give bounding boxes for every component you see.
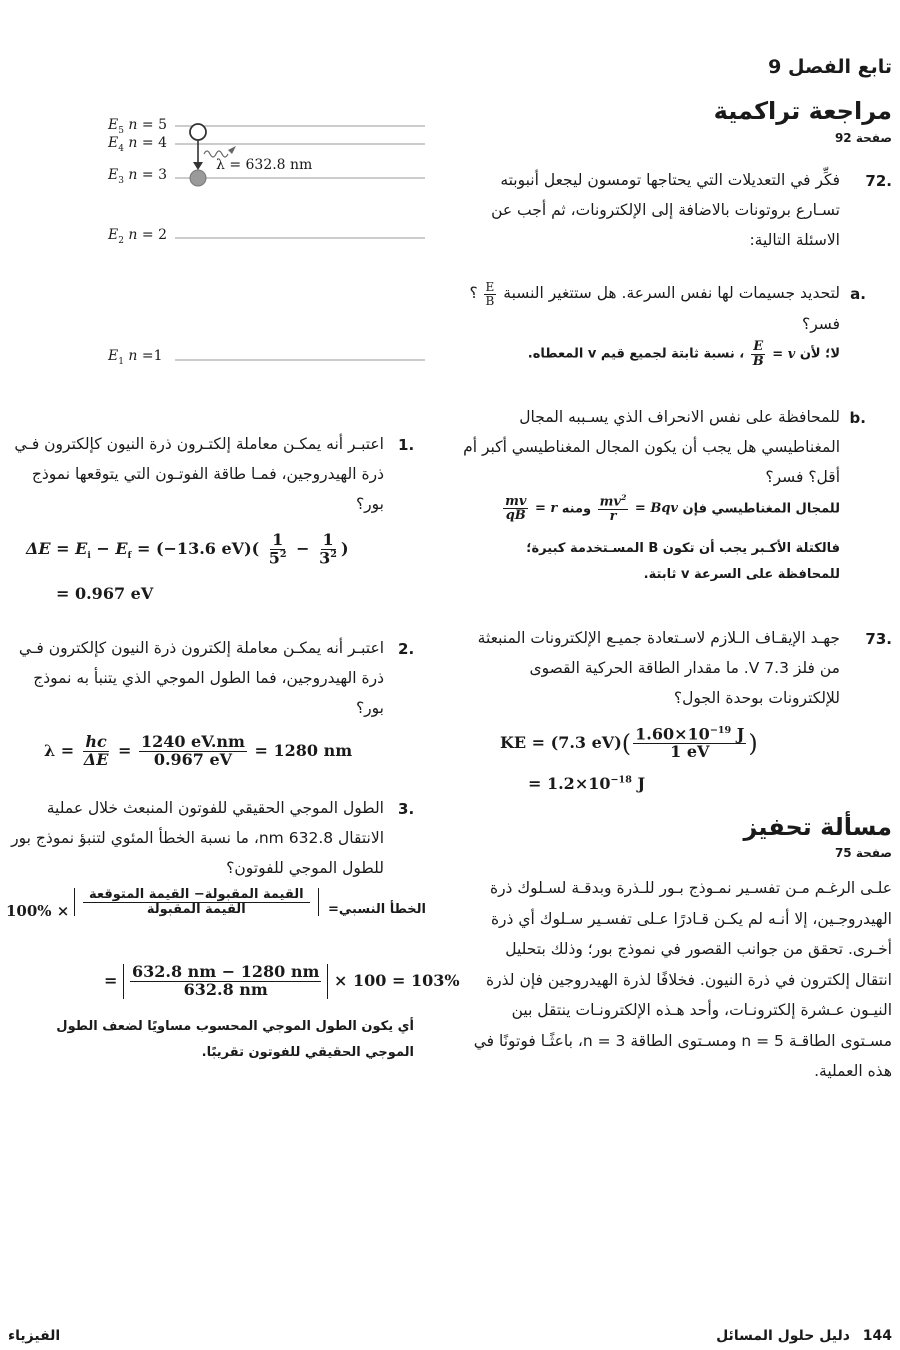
q3-eq2-result: × 100 = 103% [334,970,460,990]
q3-text: الطول الموجي الحقيقي للفوتون المنبعث خلال عملية الانتقال 632.8 nm، ما نسبة الخطأ المئوي لتنبؤ نموذج بور للطول الموجي للفوتون؟ [11,799,384,877]
electron-final [190,170,206,186]
q1-frac2-num: 1 [322,530,334,549]
q3-equation-2: = $\frac{632.8 nm - 1280 nm}{632.8 nm}$ × 100 = 103% [104,962,460,999]
q72-number: .72 [865,172,892,190]
q72-text: فكِّر في التعديلات التي يحتاجها تومسون ليجعل أنبوبته تسـارع بروتونات بالاضافة إلى الإلكترونات، ثم أجب عن الاسئلة التالية: [491,171,840,249]
q3-abs-fraction [74,888,319,916]
q72a-text-after: ؟ فسر؟ [469,284,840,333]
q1-frac1-den: 5 [268,548,280,568]
q2-result: = 1280 nm [254,740,353,760]
q72b-text: للمحافظة على نفس الانحراف الذي يسـببه المجال المغناطيسي هل يجب أن يكون المجال المغناطيسي أكبر أم أقل؟ فسر؟ [463,408,840,486]
q72b-answer-line1 [460,494,840,524]
q2-frac1-num: hc [85,732,107,751]
q73-eq1-exp: −19 [709,725,732,736]
q3-error-label: الخطأ النسبي= [327,902,426,917]
q72a-label: .a [850,285,866,303]
q3-times-100: 100% × [6,902,70,920]
q3-conclusion: أي يكون الطول الموجي المحسوب مساويًا لضعف الطول الموجي الحقيقي للفوتون تقريبًا. [56,1019,414,1060]
q72a-text [460,278,840,339]
q3-eq2-num: 632.8 nm − 1280 nm [131,962,320,981]
q73-eq2-exp: −18 [610,774,632,786]
bqv-equation: Bqv = $\frac{mv^2}{r}$ [599,493,678,524]
footer-right [716,1328,892,1344]
q73-text: جهـد الإيقـاف الـلازم لاسـتعادة جميـع الإلكترونات المنبعثة من فلز 7.3 V. ما مقدار الطاقة الحركية القصوى للإلكترونات بوحدة الجول؟ [477,629,840,707]
q2-lambda: λ = [44,740,75,760]
q2-frac2-den: 0.967 eV [153,749,233,769]
v-equals-e-over-b: v = $\frac{E}{B}$ [752,339,796,369]
q72b-answer-line2: فالكتلة الأكـبر يجب أن تكون B المسـتخدمة كبيرة؛ للمحافظة على السرعة v ثابتة. [526,541,840,582]
diagram-label-e2: $E_2$ n = 2 [108,227,167,246]
q72a-answer-part1: لا؛ لأن [799,346,840,362]
q72b-answer-part2: ومنه [561,501,592,517]
q73-eq1-unit: J [731,724,745,744]
chapter-heading: تابع الفصل 9 [768,56,892,78]
q73-number: .73 [865,630,892,648]
q2-number: .2 [398,640,415,658]
diagram-label-e3: $E_3$ n = 3 [108,167,167,186]
q1-result: = 0.967 eV [56,584,154,603]
review-title: مراجعة تراكمية [713,97,892,125]
q73-equation-1: KE = (7.3 eV)( $\frac{1.60\times 10^{-19} J}{1 eV}$ ) [500,724,758,762]
q3-frac-num: القيمة المقبولة− القيمة المتوقعة [83,888,310,903]
electron-initial [190,124,206,140]
q72b-label: .b [849,409,866,427]
q72b-answer-part1: للمجال المغناطيسي فإن [682,501,840,517]
photon-arrowhead [228,146,236,154]
q2-frac1-den: ΔE [83,749,109,769]
q3-formula [6,888,426,940]
q3-eq2-den: 632.8 nm [183,979,268,999]
challenge-text: علـى الرغـم مـن تفسـير نمـوذج بـور للـذرة وبدقـة لسـلوك ذرة الهيدروجـين، إلا أنـه لم يكـن قـادرًا عـلى تفسـير سـلوك أي ذرة أخـرى. تحقق من جوانب القصور في نموذج بور؛ وذلك بتحليل انتقال إلكترون في ذرة النيون. فخلافًا لذرة الهيدروجين فإن لذرة النيـون عـشرة إلكترونـات، وأحد هـذه الإلكترونـات ينتقل بين مسـتوى الطاقـة 5 = n ومسـتوى الطاقة 3 = n، باعثًـا فوتونًا في هذه العملية. [473,879,892,1080]
q1-number: .1 [398,436,415,454]
diagram-label-e5: $E_5$ n = 5 [108,117,167,136]
q1-frac1-num: 1 [272,530,284,549]
challenge-title: مسألة تحفيز [743,813,892,841]
e-over-b-fraction: $\frac{E}{B}$ [485,280,495,308]
page-number: 144 [862,1328,892,1344]
q1-text: اعتبـر أنه يمكـن معاملة إلكتـرون ذرة النيون كإلكترون فـي ذرة الهيدروجين، فمـا طاقة الفوتـون التي يتوقعها نموذج بور؟ [14,435,384,513]
q72a-answer-part2: ، نسبة ثابتة لجميع قيم v المعطاه. [527,346,745,362]
q73-equation-2 [528,774,645,793]
q73-eq1-num: 1.60×10 [635,724,710,744]
r-equation: r = $\frac{mv}{qB}$ [505,493,558,524]
q72a-text-before: لتحديد جسيمات لها نفس السرعة. هل ستتغير النسبة [503,284,840,302]
diagram-label-e1: $E_1$ n =1 [108,348,163,367]
q73-eq1-lhs: KE = (7.3 eV) [500,732,622,752]
review-page-ref: صفحة 92 [834,131,892,145]
book-title: دليل حلول المسائل [716,1328,850,1344]
q3-frac-den: القيمة المقبولة [146,901,246,917]
q3-number: .3 [398,800,415,818]
q2-text: اعتبـر أنه يمكـن معاملة إلكترون ذرة النيون كإلكترون فـي ذرة الهيدروجين، فما الطول الموجي الذي يتنبأ به نموذج بور؟ [18,639,384,717]
q1-equation: $\Delta E = E_i - E_f = (-13.6$ eV)( $\frac{1}{5^2}$ − $\frac{1}{3^2}$ ) [26,530,349,568]
diagram-label-e4: $E_4$ n = 4 [108,135,167,154]
q73-eq2-value: = 1.2×10 [528,774,611,793]
challenge-page-ref: صفحة 75 [834,846,892,860]
q1-frac2-den: 3 [319,548,331,568]
transition-arrowhead [193,162,203,170]
footer-subject: الفيزياء [8,1328,61,1344]
q2-equation: λ = $\frac{hc}{\Delta E}$ = $\frac{1240 eV.nm}{0.967 eV}$ = 1280 nm [44,732,353,769]
diagram-wavelength-label: λ = 632.8 nm [216,157,313,173]
q2-frac2-num: 1240 eV.nm [140,732,245,751]
q73-eq2-unit: J [631,774,646,793]
q73-eq1-den: 1 eV [670,742,710,762]
q72a-answer [460,340,840,368]
